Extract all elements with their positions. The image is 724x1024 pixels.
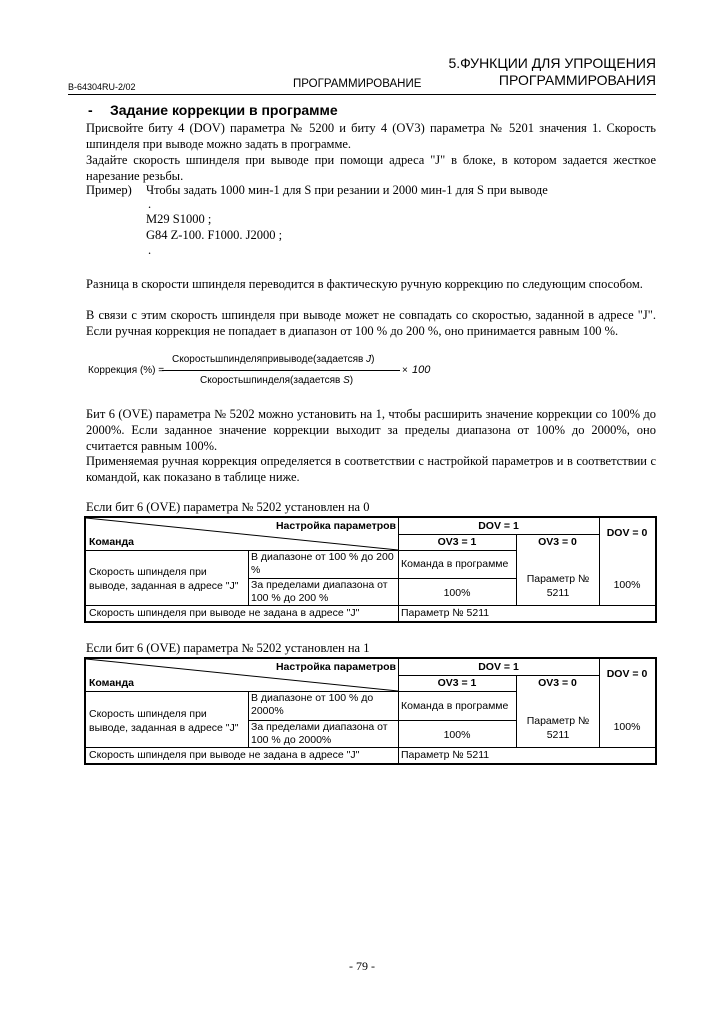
t2-cmd-prog: Команда в программе [401, 700, 509, 712]
paragraph-3 [86, 276, 656, 292]
paragraph-1-text: Присвойте биту 4 (DOV) параметра № 5200 и биту 4 (OV3) параметра № 5201 значения 1. Скорость шпинделя при выводе можно задать в программе. [86, 121, 656, 151]
t1-none-param: Параметр № 5211 [401, 607, 490, 619]
formula-times: × [402, 365, 408, 376]
code-dot-top: . [148, 197, 152, 211]
t1-settings: Настройка параметров [275, 520, 396, 532]
t2-settings: Настройка параметров [275, 661, 396, 673]
formula-numerator-close: ) [371, 354, 375, 365]
t1-hline-d [86, 605, 655, 606]
paragraph-6 [86, 453, 656, 485]
formula-numerator-text: Скоростьшпинделяпривыводе(задаетсяв [172, 354, 367, 365]
table2-grid [84, 657, 657, 765]
code-line-2: G84 Z-100. F1000. J2000 ; [146, 228, 283, 242]
table1-caption: Если бит 6 (OVE) параметра № 5202 установлен на 0 [86, 500, 370, 514]
t2-dov1: DOV = 1 [478, 661, 519, 673]
paragraph-4 [86, 307, 656, 339]
formula-denominator [200, 375, 353, 386]
table2-caption: Если бит 6 (OVE) параметра № 5202 установлен на 1 [86, 641, 370, 655]
t2-hline-a [398, 675, 599, 676]
t2-param-5211: Параметр № 5211 [526, 715, 590, 741]
paragraph-6-text: Применяемая ручная коррекция определяется в соответствии с настройкой параметров и в соответствии с командой, как показано в таблице ниже. [86, 454, 656, 484]
t2-none-param: Параметр № 5211 [401, 749, 490, 761]
t1-cmd-prog: Команда в программе [401, 558, 509, 570]
formula-denominator-var: S [343, 375, 350, 386]
code-line-1: M29 S1000 ; [146, 212, 212, 226]
formula-denominator-text: Скоростьшпинделя(задаетсяв [200, 375, 344, 386]
table1-grid [84, 516, 657, 623]
paragraph-1 [86, 120, 656, 152]
t2-ov3-1: OV3 = 1 [437, 677, 477, 689]
t2-hline-d [86, 747, 655, 748]
paragraph-3-text: Разница в скорости шпинделя переводится в фактическую ручную коррекцию по следующим способом. [86, 277, 643, 291]
paragraph-5 [86, 406, 656, 454]
t1-command: Команда [89, 536, 134, 548]
t2-command: Команда [89, 677, 134, 689]
chapter-title-line1: 5.ФУНКЦИИ ДЛЯ УПРОЩЕНИЯ [448, 55, 656, 71]
t2-val-100b: 100% [613, 721, 641, 733]
t1-val-100a: 100% [443, 587, 471, 599]
t1-out-range: За пределами диапазона от 100 % до 200 % [251, 579, 388, 604]
example-label: Пример) [86, 183, 132, 197]
formula [86, 352, 446, 394]
t1-dov0: DOV = 0 [606, 527, 648, 539]
section-left-label: ПРОГРАММИРОВАНИЕ [293, 78, 422, 90]
code-dot-bottom: . [148, 243, 152, 257]
t2-val-100a: 100% [443, 729, 471, 741]
formula-denominator-close: ) [349, 375, 354, 386]
section-bullet: - [88, 102, 93, 118]
t2-dov0: DOV = 0 [606, 668, 648, 680]
chapter-title-line2: ПРОГРАММИРОВАНИЯ [498, 72, 656, 88]
paragraph-2-text: Задайте скорость шпинделя при выводе при помощи адреса "J" в блоке, в котором задается жесткое нарезание резьбы. [86, 153, 656, 183]
t1-in-range: В диапазоне от 100 % до 200 % [251, 551, 394, 576]
paragraph-4-text: В связи с этим скорость шпинделя при выводе может не совпадать со скоростью, заданной в адресе "J". Если ручная коррекция не попадает в диапазон от 100 % до 200 %, оно принимается равным 100 %. [86, 308, 656, 338]
t2-ov3-0: OV3 = 0 [538, 677, 577, 689]
section-title: Задание коррекции в программе [110, 102, 338, 118]
t2-row-none: Скорость шпинделя при выводе не задана в адресе "J" [89, 749, 360, 761]
t2-row-cmd: Скорость шпинделя при выводе, заданная в адресе "J" [89, 708, 239, 734]
paragraph-5-text: Бит 6 (OVE) параметра № 5202 можно установить на 1, чтобы расширить значение коррекции со 100% до 2000%. Если заданное значение коррекции выходит за пределы диапазона от 100% до 2000%, оно считается равным 100%. [86, 407, 656, 453]
t1-row-none: Скорость шпинделя при выводе не задана в адресе "J" [89, 607, 360, 619]
formula-factor: 100 [412, 364, 431, 376]
t1-ov3-1: OV3 = 1 [437, 536, 477, 548]
t1-hline-a [398, 534, 599, 535]
header-rule [68, 94, 656, 95]
formula-lhs: Коррекция (%) = [88, 365, 165, 376]
paragraph-2 [86, 152, 656, 184]
t2-vline-d [248, 691, 249, 747]
t1-val-100b: 100% [613, 579, 641, 591]
t1-param-5211: Параметр № 5211 [526, 573, 590, 599]
fraction-bar [162, 370, 400, 371]
page-number: - 79 - [349, 959, 375, 973]
doc-code: B-64304RU-2/02 [68, 82, 136, 92]
t2-out-range: За пределами диапазона от 100 % до 2000% [251, 721, 388, 746]
t1-row-cmd: Скорость шпинделя при выводе, заданная в адресе "J" [89, 566, 239, 592]
formula-numerator [172, 354, 374, 365]
t1-dov1: DOV = 1 [478, 520, 519, 532]
t1-ov3-0: OV3 = 0 [538, 536, 577, 548]
t2-in-range: В диапазоне от 100 % до 2000% [251, 692, 374, 717]
example-text: Чтобы задать 1000 мин-1 для S при резании и 2000 мин-1 для S при выводе [146, 183, 548, 197]
formula-numerator-var: J [366, 354, 372, 365]
